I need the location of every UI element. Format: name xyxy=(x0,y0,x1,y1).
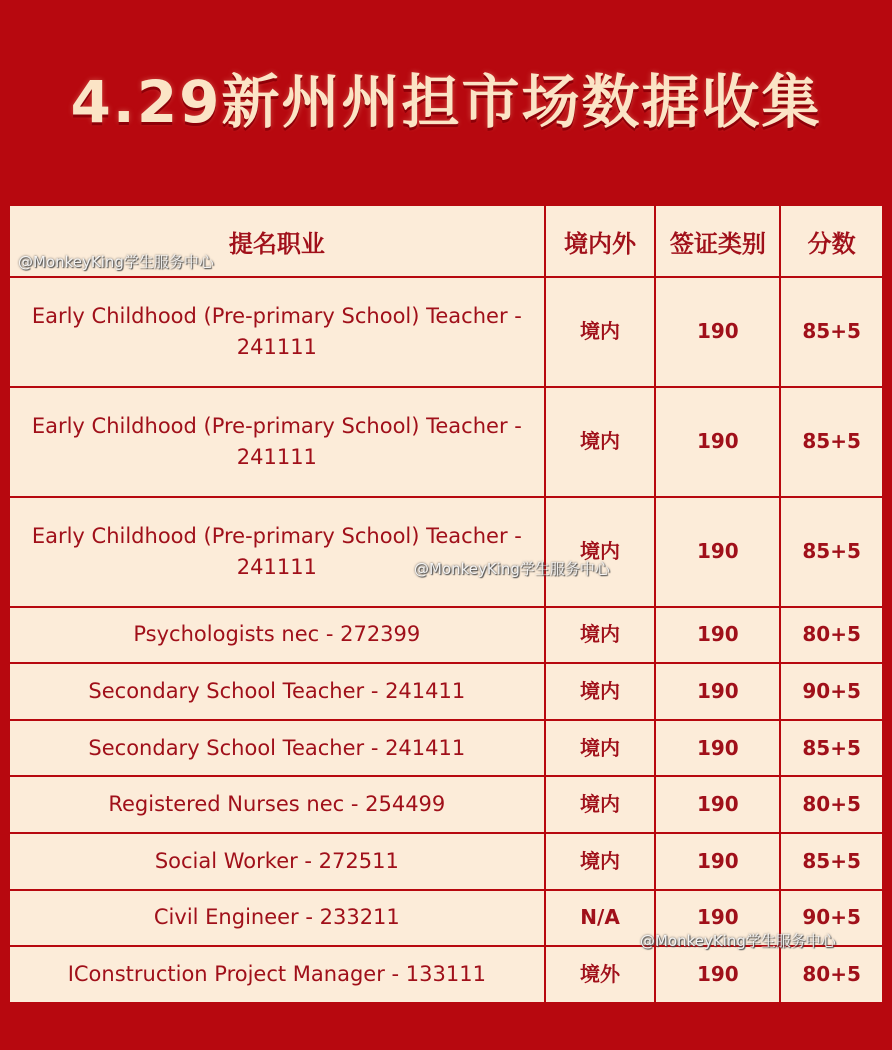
occupation-cell: Registered Nurses nec - 254499 xyxy=(9,776,545,833)
location-cell: 境内 xyxy=(545,387,656,497)
location-cell: 境外 xyxy=(545,946,656,1003)
table-row xyxy=(9,776,883,833)
score-cell: 90+5 xyxy=(780,663,883,720)
visa-cell: 190 xyxy=(655,776,780,833)
location-cell: 境内 xyxy=(545,833,656,890)
score-cell: 90+5 xyxy=(780,890,883,947)
occupation-cell: Civil Engineer - 233211 xyxy=(9,890,545,947)
occupation-cell: Early Childhood (Pre-primary School) Teacher - 241111 xyxy=(9,387,545,497)
header-location: 境内外 xyxy=(545,205,656,277)
visa-cell: 190 xyxy=(655,946,780,1003)
table-row xyxy=(9,387,883,497)
visa-cell: 190 xyxy=(655,720,780,777)
visa-cell: 190 xyxy=(655,833,780,890)
table-row xyxy=(9,663,883,720)
location-cell: 境内 xyxy=(545,663,656,720)
watermark: @MonkeyKing学生服务中心 xyxy=(18,253,214,271)
occupation-cell: Social Worker - 272511 xyxy=(9,833,545,890)
watermark: @MonkeyKing学生服务中心 xyxy=(414,560,610,578)
location-cell: N/A xyxy=(545,890,656,947)
visa-cell: 190 xyxy=(655,387,780,497)
occupation-cell: Early Childhood (Pre-primary School) Teacher - 241111 xyxy=(9,497,545,607)
occupation-cell: IConstruction Project Manager - 133111 xyxy=(9,946,545,1003)
score-cell: 85+5 xyxy=(780,497,883,607)
page-title: 4.29新州州担市场数据收集 xyxy=(70,68,822,136)
occupation-cell: Psychologists nec - 272399 xyxy=(9,607,545,664)
header-score: 分数 xyxy=(780,205,883,277)
table-row xyxy=(9,720,883,777)
occupation-cell: Secondary School Teacher - 241411 xyxy=(9,720,545,777)
score-cell: 80+5 xyxy=(780,946,883,1003)
location-cell: 境内 xyxy=(545,776,656,833)
score-cell: 80+5 xyxy=(780,607,883,664)
visa-cell: 190 xyxy=(655,890,780,947)
table-row xyxy=(9,497,883,607)
table-row xyxy=(9,946,883,1003)
visa-cell: 190 xyxy=(655,663,780,720)
score-cell: 80+5 xyxy=(780,776,883,833)
score-cell: 85+5 xyxy=(780,720,883,777)
table-row xyxy=(9,607,883,664)
visa-cell: 190 xyxy=(655,607,780,664)
table-row xyxy=(9,833,883,890)
watermark: @MonkeyKing学生服务中心 xyxy=(640,932,836,950)
score-cell: 85+5 xyxy=(780,387,883,497)
location-cell: 境内 xyxy=(545,277,656,387)
location-cell: 境内 xyxy=(545,607,656,664)
occupation-table-container xyxy=(8,204,884,1004)
occupation-cell: Early Childhood (Pre-primary School) Teacher - 241111 xyxy=(9,277,545,387)
visa-cell: 190 xyxy=(655,497,780,607)
occupation-table xyxy=(8,204,884,1004)
score-cell: 85+5 xyxy=(780,833,883,890)
table-row xyxy=(9,277,883,387)
occupation-cell: Secondary School Teacher - 241411 xyxy=(9,663,545,720)
table-row xyxy=(9,890,883,947)
score-cell: 85+5 xyxy=(780,277,883,387)
location-cell: 境内 xyxy=(545,720,656,777)
location-cell: 境内 xyxy=(545,497,656,607)
header-visa: 签证类别 xyxy=(655,205,780,277)
table-header-row xyxy=(9,205,883,277)
visa-cell: 190 xyxy=(655,277,780,387)
header-occupation: 提名职业 xyxy=(9,205,545,277)
